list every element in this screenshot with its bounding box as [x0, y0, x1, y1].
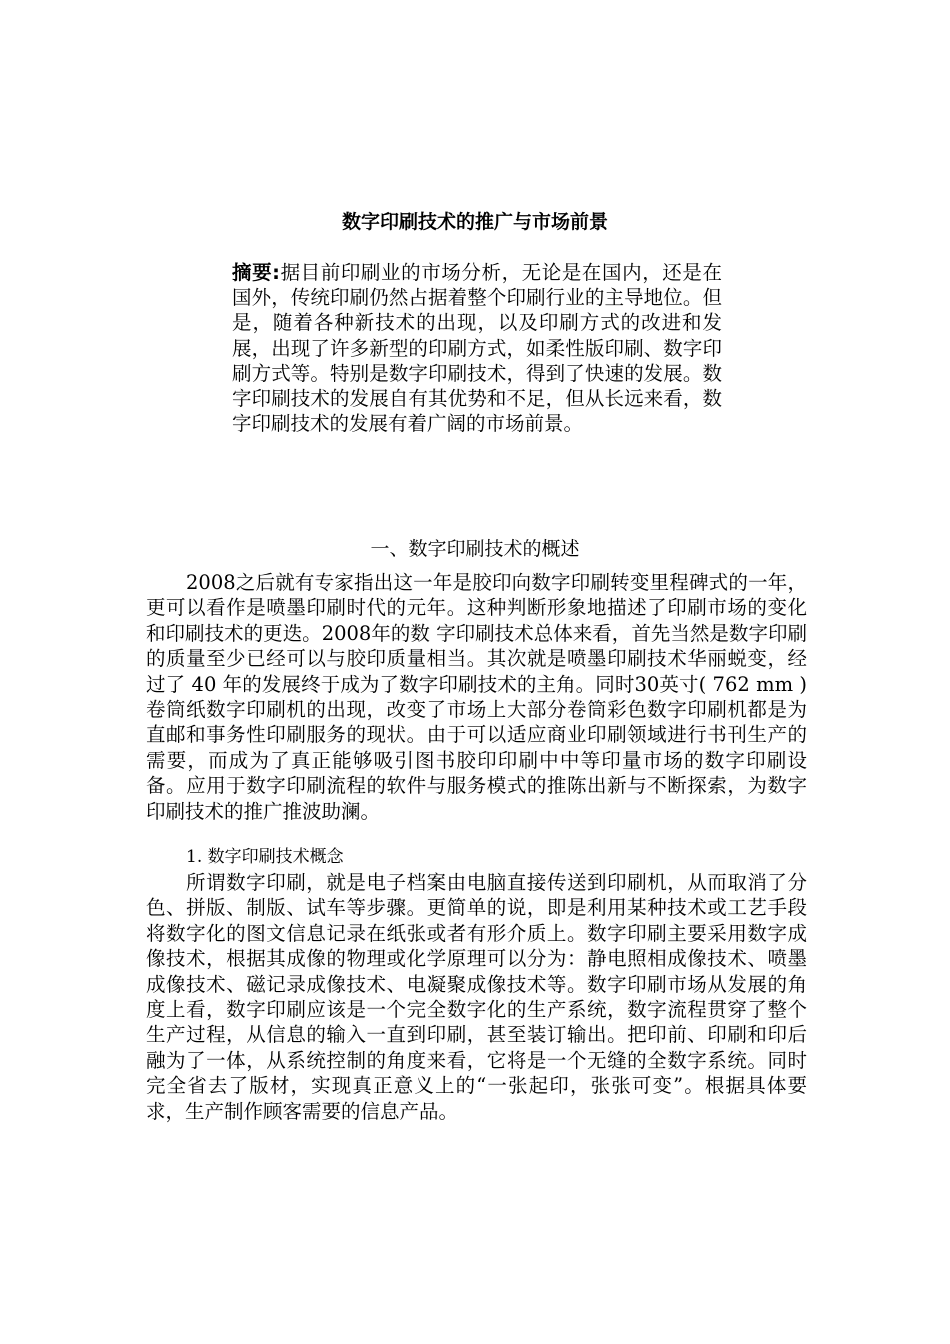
subsection-heading: 1. 数字印刷技术概念: [186, 847, 344, 867]
body-paragraph-1-block: [146, 570, 807, 824]
document-title: 数字印刷技术的推广与市场前景: [341, 211, 608, 233]
subheading-block: [146, 845, 807, 870]
body-paragraph: 所谓数字印刷，就是电子档案由电脑直接传送到印刷机，从而取消了分色、拼版、制版、试车等步骤。更简单的说，即是利用某种技术或工艺手段将数字化的图文信息记录在纸张或者有形介质上。数字印刷主要采用数字成像技术，根据其成像的物理或化学原理可以分为：静电照相成像技术、喷墨成像技术、磁记录成像技术、电凝聚成像技术等。数字印刷市场从发展的角度上看，数字印刷应该是一个完全数字化的生产系统，数字流程贯穿了整个生产过程，从信息的输入一直到印刷，甚至装订输出。把印前、印刷和印后融为了一体，从系统控制的角度来看，它将是一个无缝的全数字系统。同时完全省去了版材，实现真正意义上的“一张起印，张张可变”。根据具体要求，生产制作顾客需要的信息产品。: [146, 871, 807, 1123]
abstract-block: [232, 260, 722, 436]
body-paragraph: 2008之后就有专家指出这一年是胶印向数字印刷转变里程碑式的一年，更可以看作是喷墨印刷时代的元年。这种判断形象地描述了印刷市场的变化和印刷技术的更迭。2008年的数 字印刷技术总体来看，首先当然是数字印刷的质量至少已经可以与胶印质量相当。其次就是喷墨印刷技术华丽蜕变，经过了 40 年的发展终于成为了数字印刷技术的主角。同时30英寸( 762 mm ) 卷筒纸数字印刷机的出现，改变了市场上大部分卷筒彩色数字印刷机都是为直邮和事务性印刷服务的现状。由于可以适应商业印刷领域进行书刊生产的需要，而成为了真正能够吸引图书胶印印刷中中等印量市场的数字印刷设备。应用于数字印刷流程的软件与服务模式的推陈出新与不断探索，为数字印刷技术的推广推波助澜。: [146, 571, 807, 823]
section-heading: 一、数字印刷技术的概述: [370, 538, 580, 560]
abstract-text: 据目前印刷业的市场分析，无论是在国内，还是在国外，传统印刷仍然占据着整个印刷行业的主导地位。但是，随着各种新技术的出现，以及印刷方式的改进和发展，出现了许多新型的印刷方式，如柔性版印刷、数字印刷方式等。特别是数字印刷技术，得到了快速的发展。数字印刷技术的发展自有其优势和不足，但从长远来看，数字印刷技术的发展有着广阔的市场前景。: [232, 261, 722, 436]
body-paragraph-2-block: [146, 870, 807, 1124]
abstract-label: 摘要:: [232, 261, 280, 284]
